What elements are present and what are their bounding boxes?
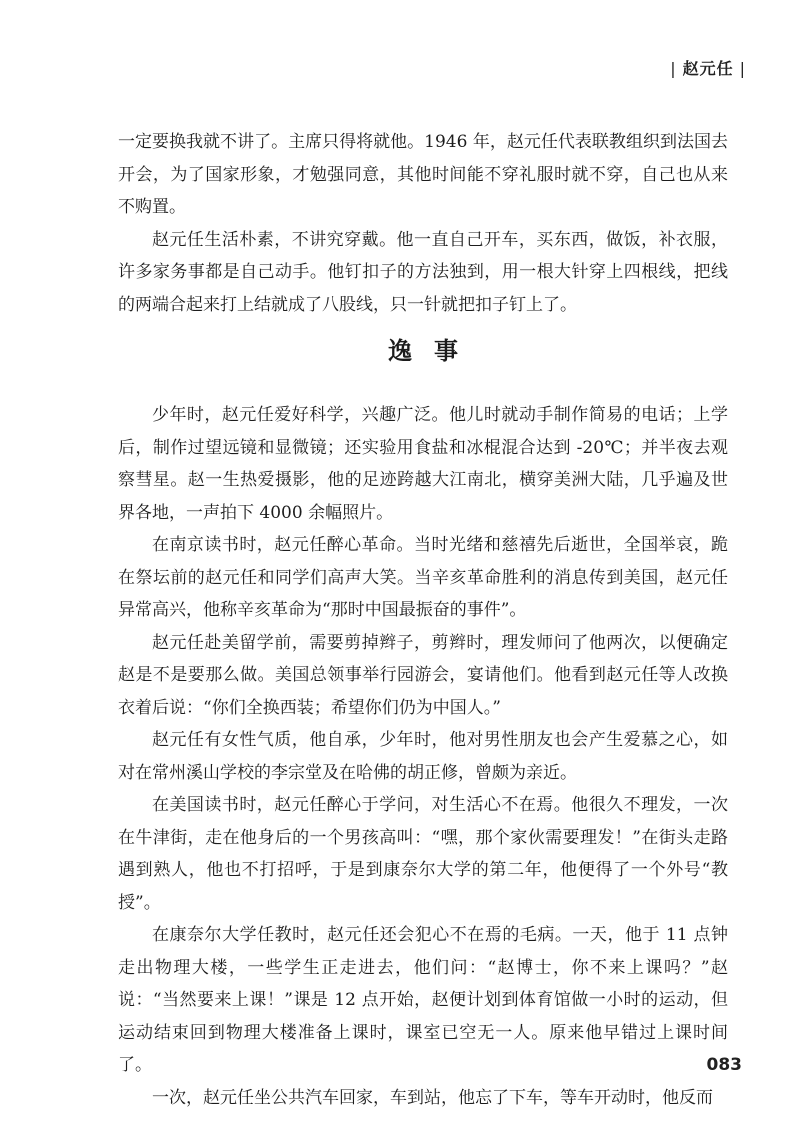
section-title: 逸事 [388, 337, 480, 365]
paragraph: 在南京读书时，赵元任醉心革命。当时光绪和慈禧先后逝世，全国举哀，跪在祭坛前的赵元任和同学们高声大笑。当辛亥革命胜利的消息传到美国，赵元任异常高兴，他称辛亥革命为“那时中国最振奋的事件”。 [118, 535, 728, 620]
header-title: 赵元任 [682, 59, 734, 78]
header-right-bar: | [739, 59, 746, 78]
paragraph-continued: 一定要换我就不讲了。主席只得将就他。1946 年，赵元任代表联教组织到法国去开会，为了国家形象，才勉强同意，其他时间能不穿礼服时就不穿，自己也从来不购置。 [118, 132, 728, 217]
paragraph: 一次，赵元任坐公共汽车回家，车到站，他忘了下车，等车开动时，他反而 [152, 1087, 713, 1108]
paragraph: 在康奈尔大学任教时，赵元任还会犯心不在焉的毛病。一天，他于 11 点钟走出物理大楼，一些学生正走进去，他们问：“赵博士，你不来上课吗？”赵说：“当然要来上课！”课是 12 点开始，赵便计划到体育馆做一小时的运动，但运动结束回到物理大楼准备上课时，课室已空无一人。原来他早错过上课时间了。 [118, 925, 728, 1075]
running-header [664, 56, 752, 79]
paragraph: 在美国读书时，赵元任醉心于学问，对生活心不在焉。他很久不理发，一次在牛津街，走在他身后的一个男孩高叫：“嘿，那个家伙需要理发！”在街头走路遇到熟人，他也不打招呼，于是到康奈尔大学的第二年，他便得了一个外号“教授”。 [118, 795, 728, 913]
paragraph: 赵元任有女性气质，他自承，少年时，他对男性朋友也会产生爱慕之心，如对在常州溪山学校的李宗堂及在哈佛的胡正修，曾颇为亲近。 [118, 730, 728, 783]
paragraph: 赵元任生活朴素，不讲究穿戴。他一直自己开车，买东西，做饭，补衣服，许多家务事都是自己动手。他钉扣子的方法独到，用一根大针穿上四根线，把线的两端合起来打上结就成了八股线，只一针就把扣子钉上了。 [118, 229, 728, 315]
paragraph: 少年时，赵元任爱好科学，兴趣广泛。他儿时就动手制作简易的电话；上学后，制作过望远镜和显微镜；还实验用食盐和冰棍混合达到 -20℃；并半夜去观察彗星。赵一生热爱摄影，他的足迹跨越大江南北，横穿美洲大陆，几乎遍及世界各地，一声拍下 4000 余幅照片。 [118, 405, 728, 523]
page-body [118, 126, 728, 1114]
page-number: 083 [706, 1055, 742, 1075]
header-left-bar: | [670, 59, 677, 78]
paragraph: 赵元任赴美留学前，需要剪掉辫子，剪辫时，理发师问了他两次，以便确定赵是不是要那么做。美国总领事举行园游会，宴请他们。他看到赵元任等人改换衣着后说：“你们全换西装；希望你们仍为中国人。” [118, 632, 728, 718]
